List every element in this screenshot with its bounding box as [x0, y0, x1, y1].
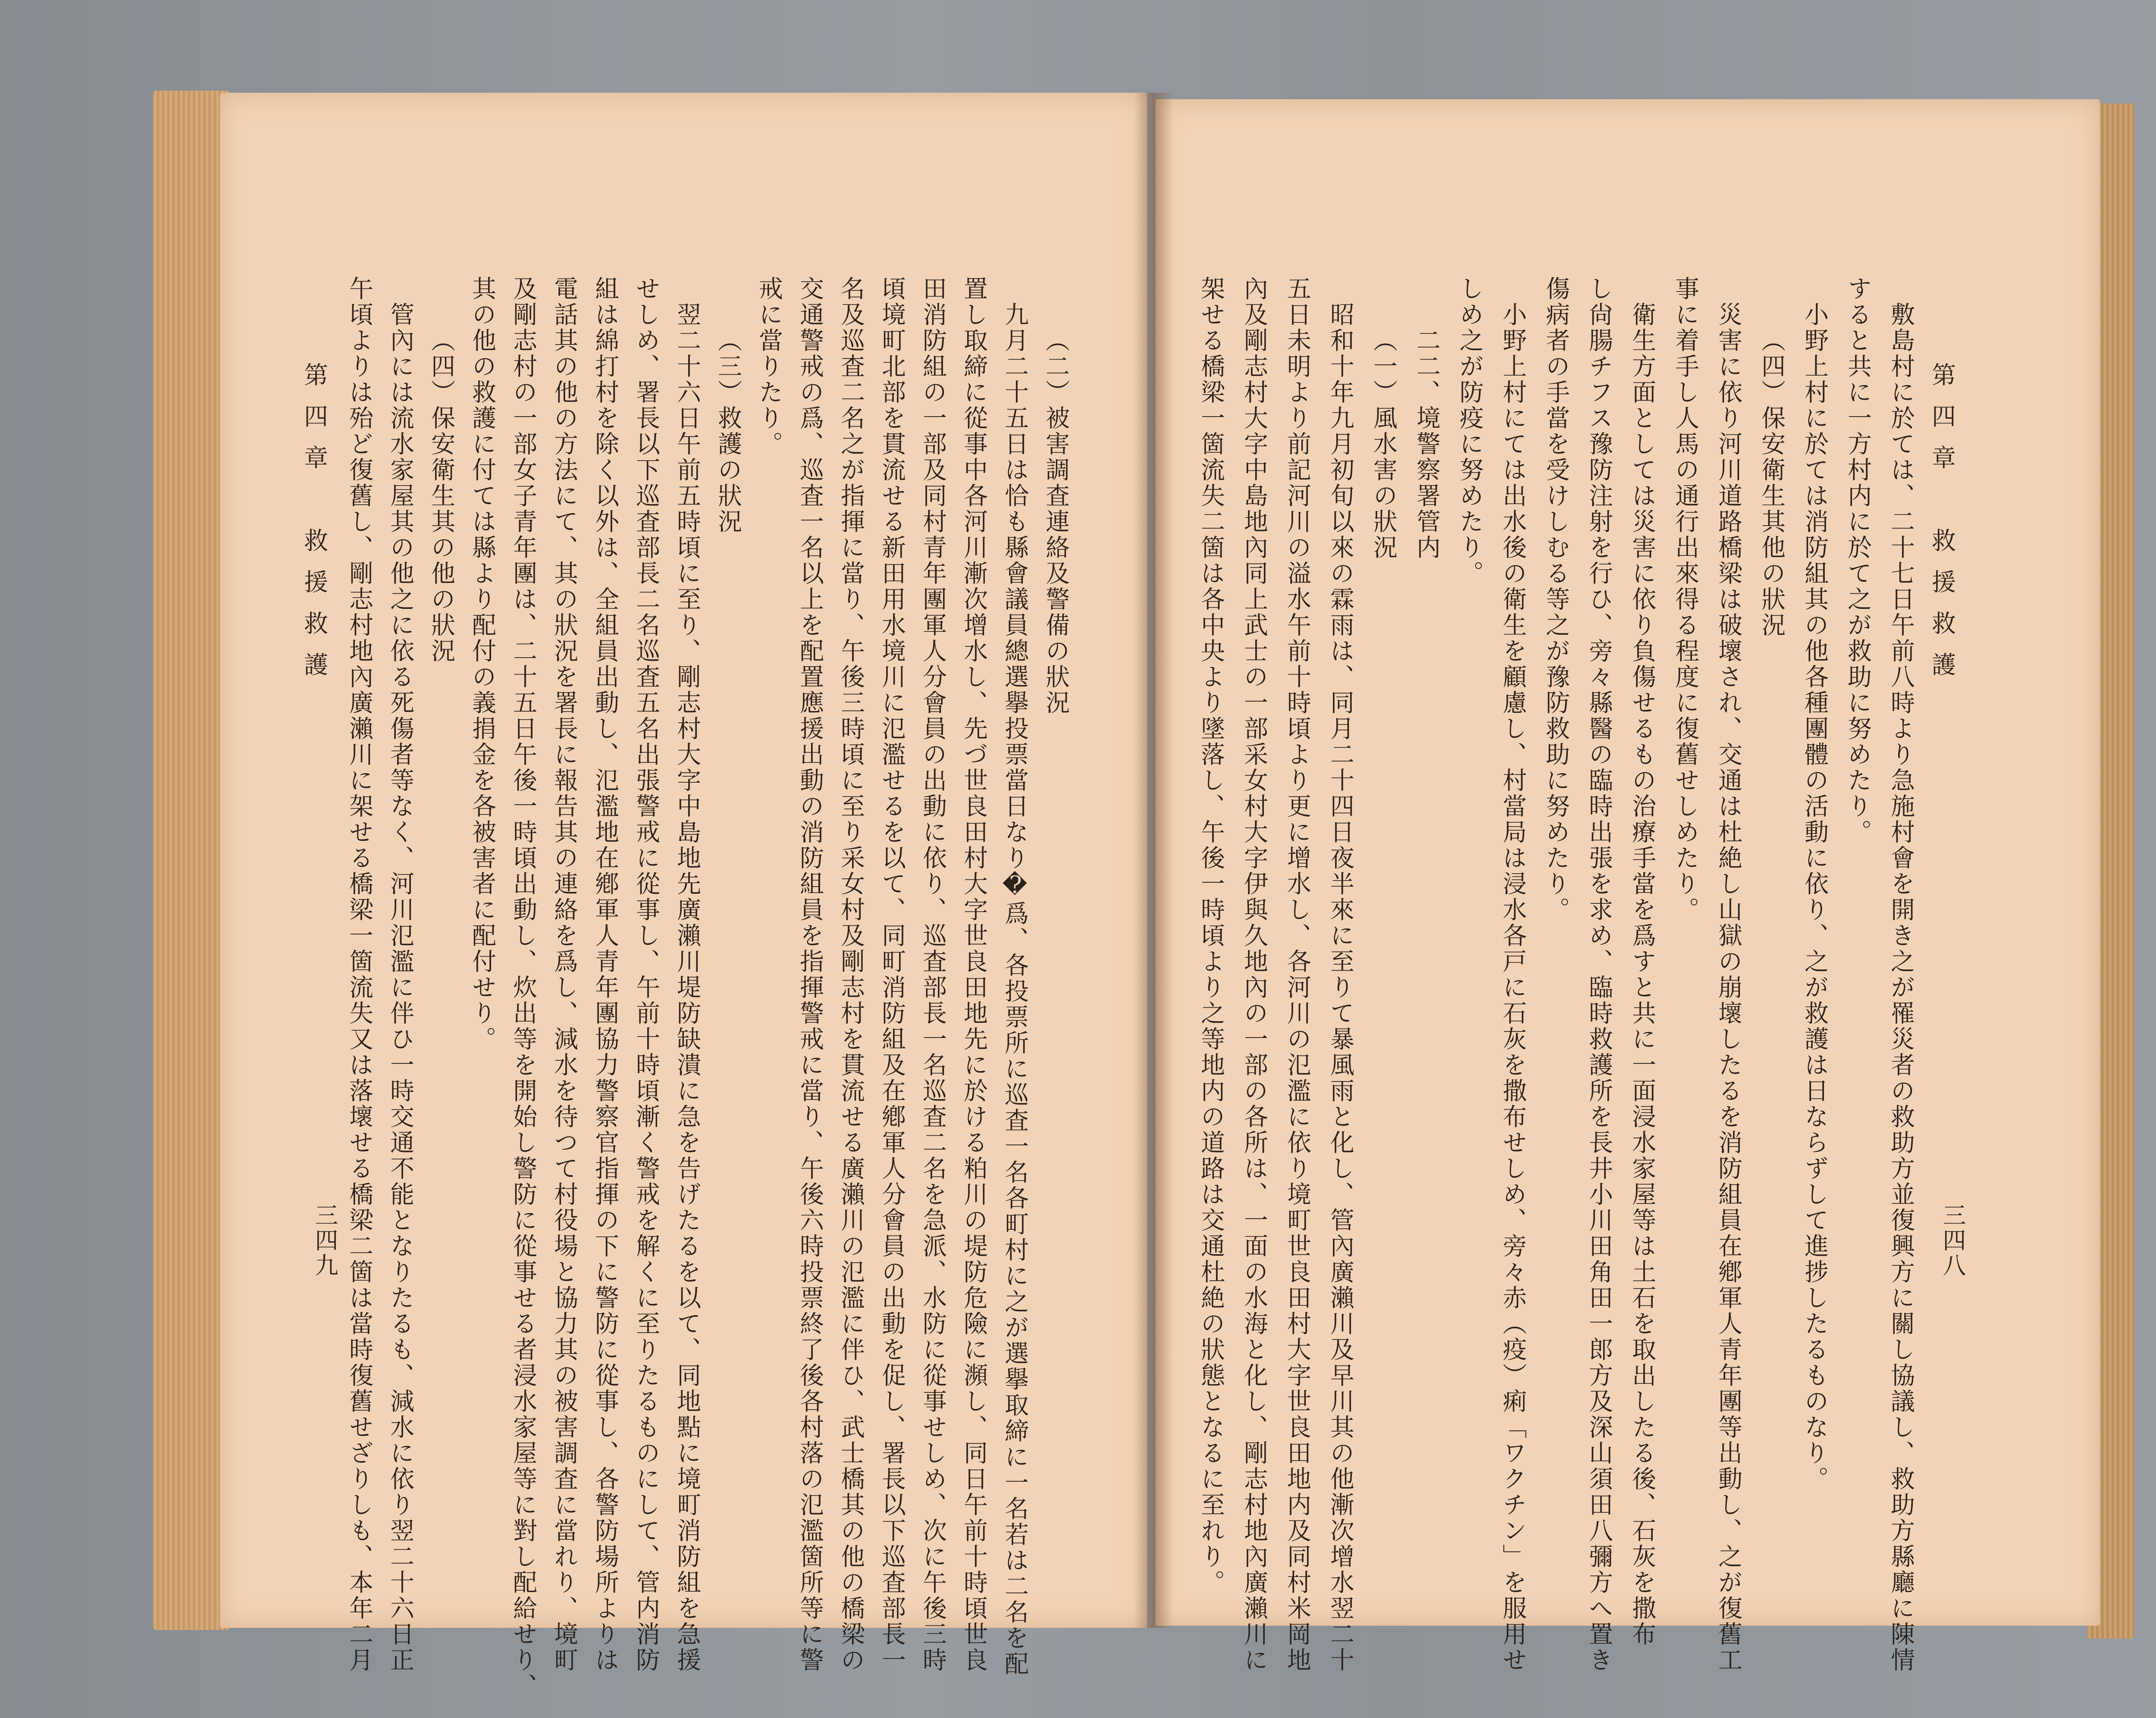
- right-line-7: 衛生方面としては災害に依り負傷せるもの治療手當を爲すと共に一面浸水家屋等は土石を取出したる後、石灰を撒布: [1628, 302, 1656, 1647]
- left-line-6: 名及巡査二名之が指揮に當り、午後三時頃に至り采女村及剛志村を貫流せる廣瀨川の氾濫に伴ひ、武士橋其の他の橋梁の: [837, 276, 865, 1673]
- right-line-14: 昭和十年九月初旬以來の霖雨は、同月二十四日夜半來に至りて暴風雨と化し、管內廣瀨川及早川其の他漸次增水翌二十: [1326, 302, 1354, 1673]
- book-edge-left: [153, 91, 229, 1630]
- left-running-header: 第四章 救援救護: [300, 362, 328, 693]
- left-line-12: 組は綿打村を除く以外は、全組員出動し、氾濫地在鄕軍人青年團協力警察官指揮の下に警防に從事し、各警防場所よりは: [591, 276, 619, 1673]
- left-page-number: 三四九: [311, 1203, 338, 1278]
- left-line-13: 電話其の他の方法にて、其の狀況を署長に報告其の連絡を爲し、減水を待つて村役場と協力其の被害調査に當れり、境町: [550, 276, 578, 1673]
- right-line-5: 災害に依り河川道路橋梁は破壞され、交通は杜絶し山獄の崩壞したるを消防組員在鄕軍人青年團等出動し、之が復舊工: [1714, 302, 1742, 1673]
- left-line-2: 九月二十五日は恰も縣會議員總選擧投票當日なり�爲、各投票所に巡査一名各町村に之が選擧取締に一名若は二名を配: [1001, 302, 1029, 1677]
- right-line-2: すると共に一方村内に於て之が救助に努めたり。: [1844, 276, 1872, 845]
- left-line-18: 午頃よりは殆ど復舊し、剛志村地內廣瀨川に架せる橋梁一箇流失又は落壞せる橋梁二箇は當時復舊せざりしも、本年二月: [345, 276, 373, 1673]
- right-line-3: 小野上村に於ては消防組其の他各種團體の活動に依り、之が救護は日ならずして進捗したるものなり。: [1801, 302, 1829, 1492]
- right-line-15: 五日未明より前記河川の溢水午前十時頃より更に增水し、各河川の氾濫に依り境町世良田村大字世良田地内及同村米岡地: [1283, 276, 1311, 1673]
- left-line-16: （四）保安衛生其の他の狀況: [427, 328, 455, 664]
- left-line-15: 其の他の救護に付ては縣より配付の義捐金を各被害者に配付せり。: [468, 276, 496, 1052]
- book-gutter: [1134, 93, 1173, 1628]
- right-line-13: （一）風水害の狀況: [1369, 328, 1398, 561]
- right-line-11: しめ之が防疫に努めたり。: [1456, 276, 1484, 586]
- left-line-8: 戒に當りたり。: [755, 276, 783, 457]
- right-line-1: 敷島村に於ては、二十七日午前八時より急施村會を開き之が罹災者の救助方並復興方に關し協議し、救助方縣廳に陳情: [1887, 302, 1915, 1673]
- left-line-9: （三）救護の狀況: [714, 328, 742, 535]
- right-running-header: 第四章 救援救護: [1928, 362, 1956, 693]
- left-line-3: 置し取締に從事中各河川漸次增水し、先づ世良田村大字世良田地先に於ける粕川の堤防危險に瀕し、同日午前十時頃世良: [960, 276, 988, 1673]
- right-line-17: 架せる橋梁一箇流失二箇は各中央より墜落し、午後一時頃より之等地内の道路は交通杜絶の狀態となるに至れり。: [1197, 276, 1225, 1596]
- right-line-6: 事に着手し人馬の通行出來得る程度に復舊せしめたり。: [1671, 276, 1699, 923]
- left-line-7: 交通警戒の爲、巡査一名以上を配置應援出動の消防組員を指揮警戒に當り、午後六時投票終了後各村落の氾濫箇所等に警: [796, 276, 824, 1673]
- right-line-4: （四）保安衛生其他の狀況: [1758, 328, 1786, 638]
- left-line-5: 頃境町北部を貫流せる新田用水境川に氾濫せるを以て、同町消防組及在鄕軍人分會員の出動を促し、署長以下巡査部長一: [878, 276, 906, 1673]
- right-line-8: し尙腸チフス豫防注射を行ひ、旁々縣醫の臨時出張を求め、臨時救護所を長井小川田角田一郎方及深山須田八彌方へ置き: [1585, 276, 1613, 1673]
- left-line-14: 及剛志村の一部女子青年團は、二十五日午後一時頃出動し、炊出等を開始し警防に從事せる者浸水家屋等に對し配給せり、: [509, 276, 537, 1699]
- left-line-17: 管內には流水家屋其の他之に依る死傷者等なく、河川氾濫に伴ひ一時交通不能となりたるも、減水に依り翌二十六日正: [386, 302, 414, 1673]
- left-line-10: 翌二十六日午前五時頃に至り、剛志村大字中島地先廣瀨川堤防缺潰に急を告げたるを以て、同地點に境町消防組を急援: [673, 302, 701, 1673]
- right-line-16: 內及剛志村大字中島地內同上武士の一部采女村大字伊與久地內の一部の各所は、一面の水海と化し、剛志村地內廣瀨川に: [1240, 276, 1268, 1673]
- left-line-1: （二）被害調査連絡及警備の狀況: [1042, 328, 1070, 716]
- right-line-10: 小野上村にては出水後の衛生を顧慮し、村當局は浸水各戸に石灰を撒布せしめ、旁々赤（疫）痢「ワクチン」を服用せ: [1499, 302, 1527, 1673]
- left-line-11: せしめ、署長以下巡査部長二名巡査五名出張警戒に從事し、午前十時頃漸く警戒を解くに至りたるものにして、管内消防: [632, 276, 660, 1673]
- right-page-number: 三四八: [1939, 1203, 1966, 1278]
- left-line-4: 田消防組の一部及同村青年團軍人分會員の出動に依り、巡査部長一名巡査二名を急派、水防に從事せしめ、次に午後三時: [919, 276, 947, 1673]
- right-line-9: 傷病者の手當を受けしむる等之が豫防救助に努めたり。: [1542, 276, 1570, 923]
- right-line-12: 二二、境警察署管内: [1413, 328, 1441, 561]
